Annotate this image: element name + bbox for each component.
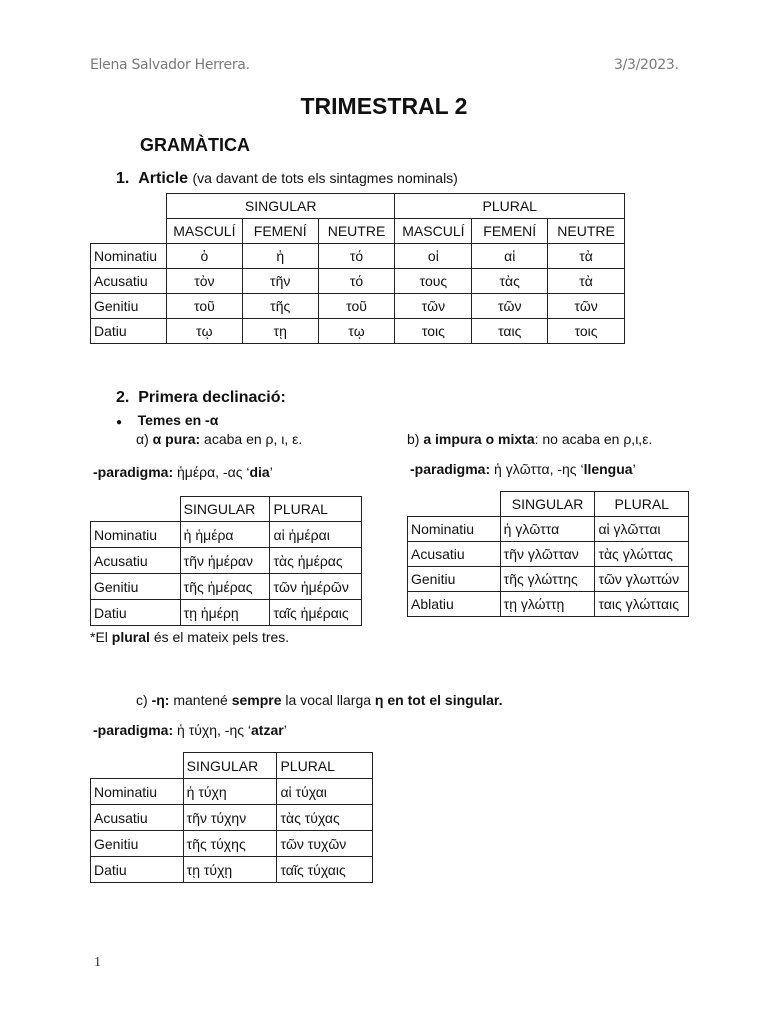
- table-row: [91, 244, 625, 269]
- table-row: [91, 857, 373, 883]
- rule-c-bold: η en tot el singular.: [374, 692, 503, 708]
- rule-c-prefix: c): [136, 692, 148, 708]
- column-header: PLURAL: [595, 492, 689, 517]
- table-cell: τῶν: [395, 294, 472, 319]
- row-header: Datiu: [91, 319, 167, 344]
- rule-b-bold: a impura o mixta: [423, 431, 535, 447]
- column-group-header: PLURAL: [395, 194, 625, 219]
- paradigm-word: ἡ τύχη, -ης ‘: [177, 722, 251, 738]
- table-cell: τό: [318, 269, 395, 294]
- table-cell: τῳ: [318, 319, 395, 344]
- table-cell: ταῖς τύχαις: [277, 857, 373, 883]
- table-cell: τῃ γλώττῃ: [500, 592, 595, 617]
- table-cell: τῆς γλώττης: [500, 567, 595, 592]
- row-header: Acusatiu: [91, 548, 181, 574]
- rule-c-bold: -η:: [151, 692, 170, 708]
- paradigm-word: ἡ γλῶττα, -ης ‘: [494, 461, 584, 477]
- rule-a-prefix: α): [136, 431, 149, 447]
- declension-number: 2.: [116, 389, 130, 406]
- paradigm-quote: ’: [283, 722, 287, 738]
- table-row: [91, 574, 362, 600]
- table-cell: αἱ ἡμέραι: [270, 522, 362, 548]
- row-header: Genitiu: [91, 294, 167, 319]
- table-cell: τῃ τύχῃ: [183, 857, 277, 883]
- rule-c-text: mantené: [173, 692, 228, 708]
- page-title: TRIMESTRAL 2: [300, 93, 468, 119]
- note-prefix: *El: [90, 629, 108, 645]
- bullet-text: Temes en -α: [137, 412, 219, 428]
- empty-cell: [91, 497, 181, 522]
- table-cell: ταις: [472, 319, 548, 344]
- table-cell: τοῦ: [318, 294, 395, 319]
- row-header: Genitiu: [91, 574, 181, 600]
- column-header: PLURAL: [270, 497, 362, 522]
- table-row: [408, 517, 689, 542]
- table-cell: τῆν: [242, 269, 318, 294]
- rule-b-text: : no acaba en ρ,ι,ε.: [534, 431, 653, 447]
- paradigm-llengua: [410, 461, 636, 477]
- rule-b-prefix: b): [407, 431, 420, 447]
- table-cell: τῶν: [472, 294, 548, 319]
- bullet-item: [116, 412, 218, 428]
- article-title: Article: [138, 170, 189, 187]
- table-cell: τῶν ἡμέρῶν: [270, 574, 362, 600]
- table-cell: τὰς γλώττας: [595, 542, 689, 567]
- table-cell: τῆν τύχην: [183, 805, 277, 831]
- table-cell: αἱ τύχαι: [277, 779, 373, 805]
- row-header: Nominatiu: [91, 779, 184, 805]
- article-note: (va davant de tots els sintagmes nominals): [192, 170, 458, 186]
- table-cell: τοις: [548, 319, 625, 344]
- table-cell: τῆς: [242, 294, 318, 319]
- row-header: Acusatiu: [91, 269, 167, 294]
- section-heading: GRAMÀTICA: [140, 135, 250, 155]
- table-cell: τους: [395, 269, 472, 294]
- paradigm-atzar: [93, 722, 287, 738]
- table-row: [91, 294, 625, 319]
- empty-cell: [91, 219, 167, 244]
- paradigm-label: -paradigma:: [93, 464, 174, 480]
- row-header: Acusatiu: [91, 805, 184, 831]
- table-cell: τὰς: [472, 269, 548, 294]
- note-text: és el mateix pels tres.: [153, 629, 290, 645]
- rule-c: [136, 692, 503, 708]
- paradigm-meaning: llengua: [583, 461, 633, 477]
- table-row: [91, 522, 362, 548]
- bullet-icon: ●: [116, 417, 123, 428]
- rule-c-bold: sempre: [231, 692, 282, 708]
- column-header: NEUTRE: [318, 219, 395, 244]
- table-cell: τὰ: [548, 244, 625, 269]
- table-row: [408, 592, 689, 617]
- table-cell: ἡ: [242, 244, 318, 269]
- column-header: SINGULAR: [500, 492, 595, 517]
- table-row: [91, 600, 362, 626]
- table-cell: τῆν γλῶτταν: [500, 542, 595, 567]
- row-header: Datiu: [91, 857, 184, 883]
- empty-cell: [91, 194, 167, 219]
- table-cell: τῆς τύχης: [183, 831, 277, 857]
- paradigm-dia: [93, 464, 273, 480]
- row-header: Datiu: [91, 600, 181, 626]
- table-row: [91, 779, 373, 805]
- table-row: [408, 542, 689, 567]
- rule-a: [136, 431, 302, 447]
- article-heading: [116, 170, 458, 188]
- table-row: [91, 269, 625, 294]
- table-cell: ἡ γλῶττα: [500, 517, 595, 542]
- plural-note: [90, 629, 289, 645]
- table-cell: ὁ: [166, 244, 242, 269]
- column-header: FEMENÍ: [242, 219, 318, 244]
- row-header: Genitiu: [408, 567, 501, 592]
- declension-title: Primera declinació:: [138, 389, 286, 406]
- table-cell: ταις γλώτταις: [595, 592, 689, 617]
- row-header: Nominatiu: [91, 522, 181, 548]
- row-header: Ablatiu: [408, 592, 501, 617]
- table-cell: τὰ: [548, 269, 625, 294]
- column-header: MASCULÍ: [166, 219, 242, 244]
- column-header: SINGULAR: [180, 497, 270, 522]
- column-header: NEUTRE: [548, 219, 625, 244]
- table-cell: αἱ: [472, 244, 548, 269]
- paradigm-meaning: atzar: [251, 722, 284, 738]
- author-name: Elena Salvador Herrera.: [90, 57, 250, 73]
- table-cell: τῃ: [242, 319, 318, 344]
- table-cell: τῶν τυχῶν: [277, 831, 373, 857]
- paradigm-quote: ’: [269, 464, 273, 480]
- rule-c-text: la vocal llarga: [285, 692, 372, 708]
- table-cell: αἱ γλῶτται: [595, 517, 689, 542]
- page-number: 1: [94, 955, 101, 970]
- table-cell: τοις: [395, 319, 472, 344]
- paradigm-quote: ’: [632, 461, 636, 477]
- paradigm-label: -paradigma:: [410, 461, 491, 477]
- table-cell: τὸν: [166, 269, 242, 294]
- paradigm-word: ἡμέρα, -ας ‘: [177, 464, 250, 480]
- table-cell: ἡ ἡμέρα: [180, 522, 270, 548]
- table-cell: τὰς τύχας: [277, 805, 373, 831]
- table-row: [408, 567, 689, 592]
- table-a-impura: [407, 491, 689, 617]
- table-row: [91, 548, 362, 574]
- paradigm-label: -paradigma:: [93, 722, 174, 738]
- table-cell: τοῦ: [166, 294, 242, 319]
- row-header: Acusatiu: [408, 542, 501, 567]
- row-header: Genitiu: [91, 831, 184, 857]
- empty-cell: [91, 753, 184, 779]
- document-date: 3/3/2023.: [614, 57, 679, 73]
- table-cell: ταῖς ἡμέραις: [270, 600, 362, 626]
- table-cell: τῶν γλωττών: [595, 567, 689, 592]
- table-cell: τὰς ἡμέρας: [270, 548, 362, 574]
- article-number: 1.: [116, 170, 130, 187]
- column-header: FEMENÍ: [472, 219, 548, 244]
- table-row: [91, 805, 373, 831]
- table-cell: τό: [318, 244, 395, 269]
- rule-a-bold: α pura:: [152, 431, 201, 447]
- table-cell: ἡ τύχη: [183, 779, 277, 805]
- table-row: [91, 319, 625, 344]
- note-bold: plural: [111, 629, 150, 645]
- table-cell: τῆν ἡμέραν: [180, 548, 270, 574]
- column-header: PLURAL: [277, 753, 373, 779]
- rule-b: [407, 431, 652, 447]
- paradigm-meaning: dia: [249, 464, 270, 480]
- table-cell: τῳ: [166, 319, 242, 344]
- declension-heading: [116, 389, 286, 407]
- row-header: Nominatiu: [408, 517, 501, 542]
- empty-cell: [408, 492, 501, 517]
- table-cell: τῆς ἡμέρας: [180, 574, 270, 600]
- table-cell: τῃ ἡμέρῃ: [180, 600, 270, 626]
- article-table: [90, 193, 625, 344]
- row-header: Nominatiu: [91, 244, 167, 269]
- table-eta: [90, 752, 373, 883]
- column-header: MASCULÍ: [395, 219, 472, 244]
- column-group-header: SINGULAR: [166, 194, 395, 219]
- table-cell: τῶν: [548, 294, 625, 319]
- column-header: SINGULAR: [183, 753, 277, 779]
- table-a-pura: [90, 496, 362, 626]
- table-row: [91, 831, 373, 857]
- rule-a-text: acaba en ρ, ι, ε.: [204, 431, 303, 447]
- table-cell: οἱ: [395, 244, 472, 269]
